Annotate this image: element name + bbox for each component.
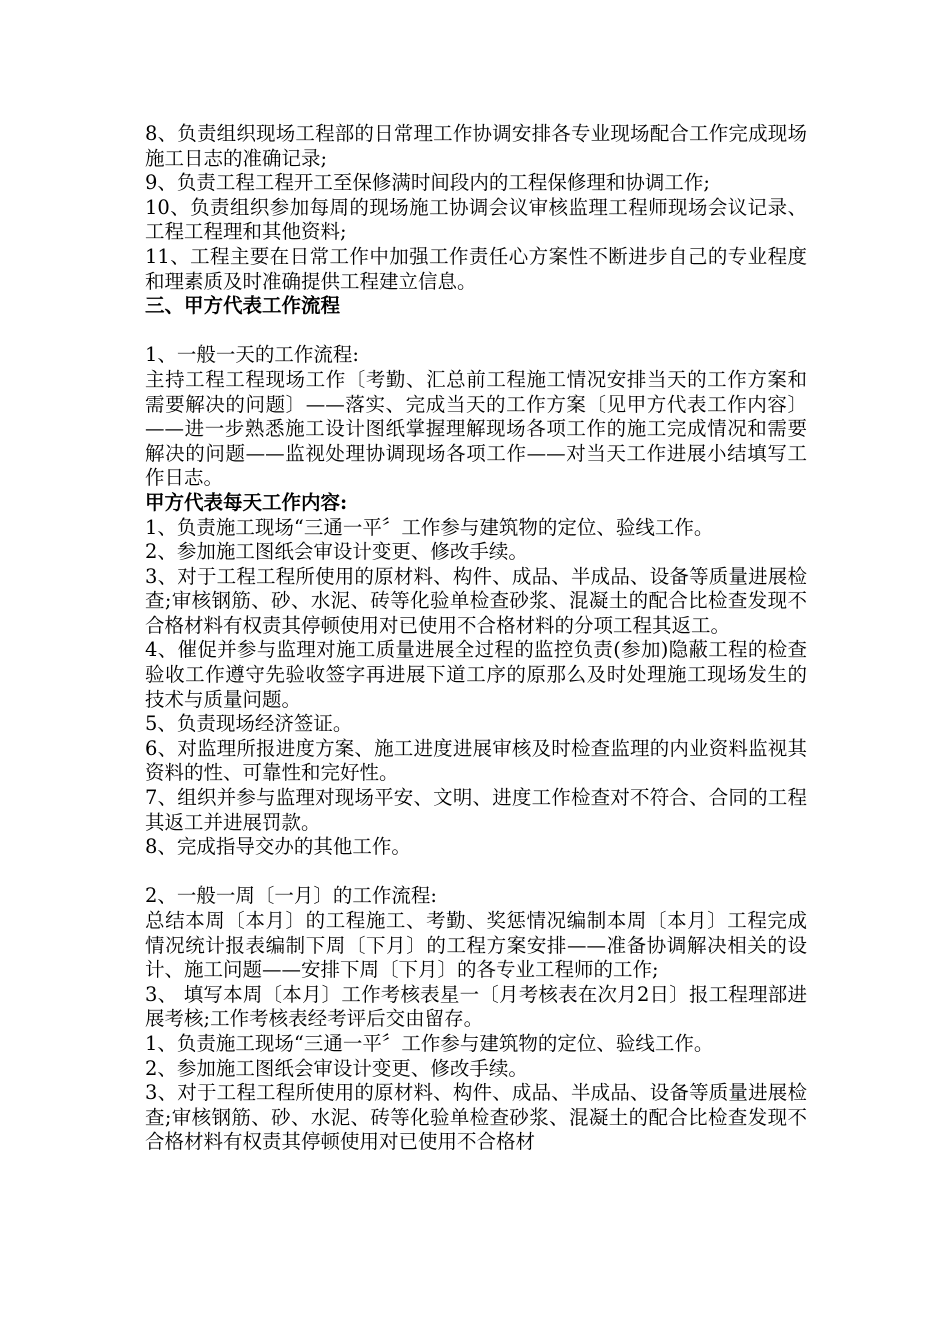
section-heading-workflow: 三、甲方代表工作流程 — [145, 294, 341, 318]
paragraph-weekly-workflow-body: 总结本周〔本月〕的工程施工、考勤、奖惩情况编制本周〔本月〕工程完成情况统计报表编制下周〔下月〕的工程方案安排——准备协调解决相关的设计、施工问题——安排下周〔下月〕的各专业工程师的工作; — [145, 909, 807, 982]
weekly-item-3: 3、 填写本周〔本月〕工作考核表星一〔月考核表在次月2日〕报工程理部进展考核;工作考核表经考评后交由留存。 — [145, 982, 807, 1031]
daily-item-7: 7、组织并参与监理对现场平安、文明、进度工作检查对不符合、合同的工程其返工并进展罚款。 — [145, 786, 807, 834]
subsection-daily-workflow: 1、一般一天的工作流程: — [145, 343, 359, 367]
daily-item-6: 6、对监理所报进度方案、施工进度进展审核及时检查监理的内业资料监视其资料的性、可靠性和完好性。 — [145, 736, 807, 785]
blank-line — [145, 319, 807, 344]
blank-line — [145, 860, 807, 885]
weekly-item-1: 1、负责施工现场“三通一平〞工作参与建筑物的定位、验线工作。 — [145, 1031, 714, 1055]
daily-item-5: 5、负责现场经济签证。 — [145, 712, 353, 736]
paragraph-item-8: 8、负责组织现场工程部的日常理工作协调安排各专业现场配合工作完成现场施工日志的准确记录; — [145, 122, 807, 170]
document-body — [145, 122, 807, 1155]
paragraph-item-9: 9、负责工程工程开工至保修满时间段内的工程保修理和协调工作; — [145, 171, 710, 195]
daily-item-2: 2、参加施工图纸会审设计变更、修改手续。 — [145, 540, 528, 564]
daily-item-4: 4、催促并参与监理对施工质量进展全过程的监控负责(参加)隐蔽工程的检查验收工作遵守先验收签字再进展下道工序的原那么及时处理施工现场发生的技术与质量问题。 — [145, 638, 807, 711]
paragraph-daily-workflow-body: 主持工程工程现场工作〔考勤、汇总前工程施工情况安排当天的工作方案和需要解决的问题〕——落实、完成当天的工作方案〔见甲方代表工作内容〕——进一步熟悉施工设计图纸掌握理解现场各项工作的施工完成情况和需要解决的问题——监视处理协调现场各项工作——对当天工作进展小结填写工作日志。 — [145, 367, 807, 490]
daily-item-1: 1、负责施工现场“三通一平〞工作参与建筑物的定位、验线工作。 — [145, 515, 714, 539]
weekly-item-3b: 3、对于工程工程所使用的原材料、构件、成品、半成品、设备等质量进展检查;审核钢筋、砂、水泥、砖等化验单检查砂浆、混凝土的配合比检查发现不合格材料有权责其停顿使用对已使用不合格材 — [145, 1081, 807, 1154]
weekly-item-2: 2、参加施工图纸会审设计变更、修改手续。 — [145, 1056, 528, 1080]
section-heading-daily-content: 甲方代表每天工作内容: — [145, 490, 348, 514]
daily-item-3: 3、对于工程工程所使用的原材料、构件、成品、半成品、设备等质量进展检查;审核钢筋、砂、水泥、砖等化验单检查砂浆、混凝土的配合比检查发现不合格材料有权责其停顿使用对已使用不合格材料的分项工程其返工。 — [145, 564, 807, 637]
daily-item-8: 8、完成指导交办的其他工作。 — [145, 835, 411, 859]
paragraph-item-10: 10、负责组织参加每周的现场施工协调会议审核监理工程师现场会议记录、工程工程理和其他资料; — [145, 195, 807, 244]
paragraph-item-11: 11、工程主要在日常工作中加强工作责任心方案性不断进步自己的专业程度和理素质及时准确提供工程建立信息。 — [145, 244, 807, 293]
subsection-weekly-workflow: 2、一般一周〔一月〕的工作流程: — [145, 884, 437, 908]
